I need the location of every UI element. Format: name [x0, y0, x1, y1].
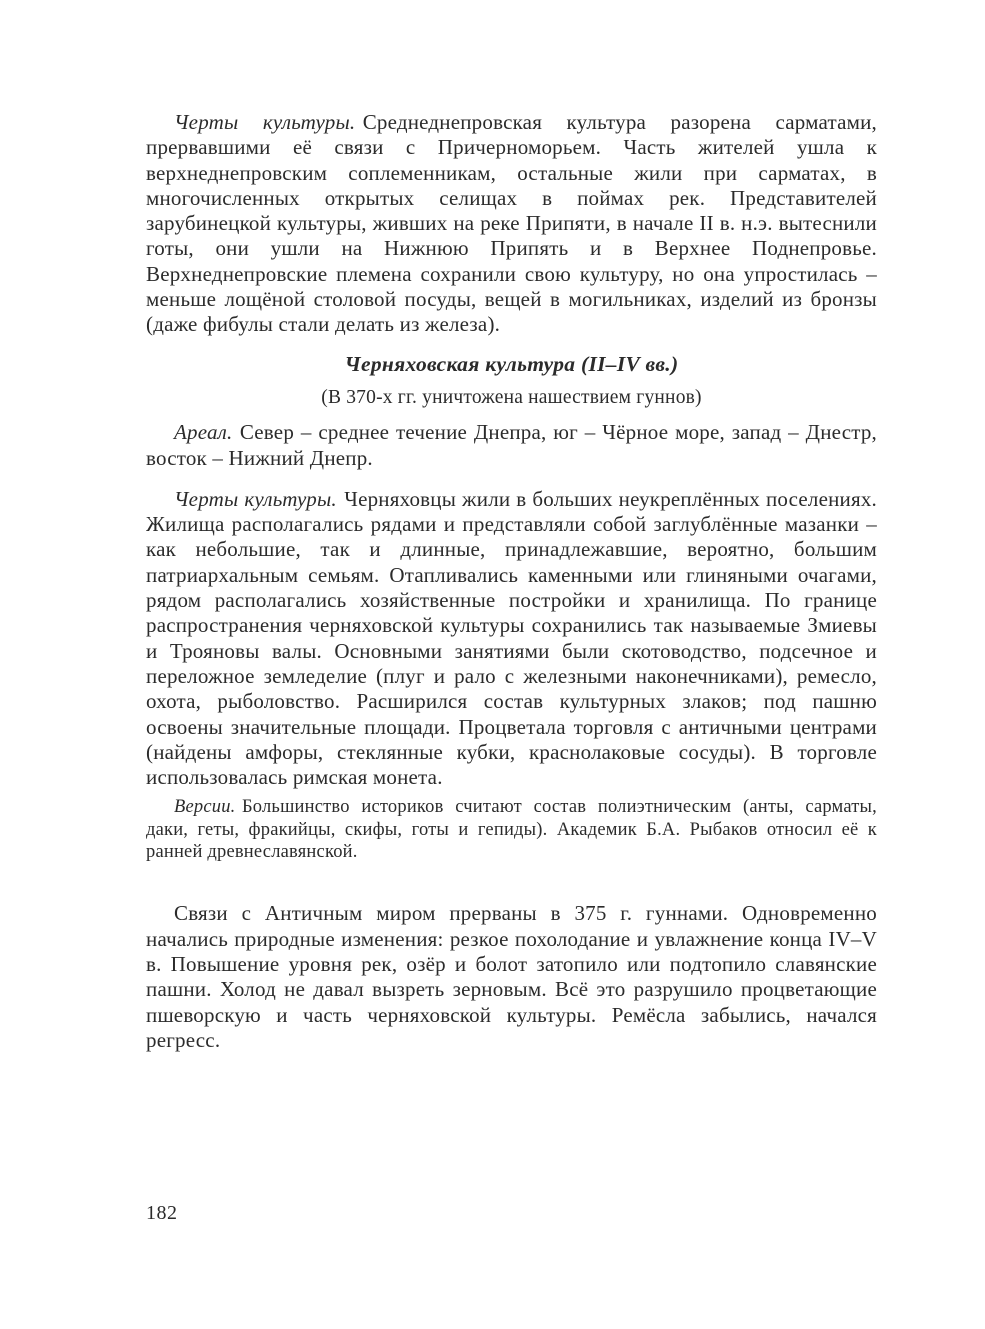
- section-heading-chernyakhov-culture: Черняховская культура (II–IV вв.): [344, 351, 679, 376]
- page-number: 182: [146, 1202, 178, 1224]
- paragraph-body-text: Север – среднее течение Днепра, юг – Чёрное море, запад – Днестр, восток – Нижний Днепр.: [146, 420, 877, 470]
- paragraph-lead-italic: Версии.: [174, 797, 236, 818]
- paragraph-huns-decline: Связи с Античным миром прерваны в 375 г. гуннами. Одновременно начались природные изменения: резкое похолодание и увлажнение конца IV–V в. Повышение уровня рек, озёр и болот затопило или подтопило славянские пашни. Холод не давал вызреть зерновым. Всё это разрушило процветающие пшеворскую и часть черняховской культуры. Ремёсла забылись, начался регресс.: [146, 901, 877, 1052]
- paragraph-body-text: Большинство историков считают состав полиэтническим (анты, сарматы, даки, геты, фракийцы, скифы, готы и гепиды). Академик Б.А. Рыбаков относил её к ранней древнеславянской.: [146, 797, 877, 863]
- paragraph-body-text: Черняховцы жили в больших неукреплённых поселениях. Жилища располагались рядами и представляли собой заглублённые мазанки – как небольшие, так и длинные, принадлежавшие, вероятно, большим патриархальным семьям. Отапливались каменными или глиняными очагами, рядом располагались хозяйственные постройки и хранилища. По границе распространения черняховской культуры сохранились так называемые Змиевы и Трояновы валы. Основными занятиями были скотоводство, подсечное и переложное земледелие (плуг и рало с железными наконечниками), ремесло, охота, рыболовство. Расширился состав культурных злаков; под пашню освоены значительные площади. Процветала торговля с античными центрами (найдены амфоры, стеклянные кубки, краснолаковые сосуды). В торговле использовалась римская монета.: [146, 486, 877, 790]
- paragraph-culture-traits-zarubintsy: [146, 110, 877, 338]
- paragraph-lead-italic: Ареал.: [174, 420, 233, 445]
- section-subheading-destroyed-by-huns: (В 370-х гг. уничтожена нашествием гуннов): [321, 386, 702, 408]
- paragraph-body-text: Среднеднепровская культура разорена сарматами, прервавшими её связи с Причерноморьем. Часть жителей ушла к верхнеднепровским соплеменникам, остальные жили при сарматах, в многочисленных открытых селищах в поймах рек. Представителей зарубинецкой культуры, живших на реке Припяти, в начале II в. н.э. вытеснили готы, они ушли на Нижнюю Припять и в Верхнее Поднепровье. Верхнеднепровские племена сохранили свою культуру, но она упростилась – меньше лощёной столовой посуды, вещей в могильниках, изделий из бронзы (даже фибулы стали делать из железа).: [146, 110, 878, 337]
- text-block: [146, 110, 877, 1053]
- paragraph-culture-traits-chernyakhov: [146, 487, 877, 791]
- paragraph-areal: [146, 420, 877, 471]
- paragraph-lead-italic: Черты культуры.: [174, 110, 356, 134]
- paragraph-lead-italic: Черты культуры.: [174, 486, 337, 511]
- paragraph-versions: [146, 796, 877, 863]
